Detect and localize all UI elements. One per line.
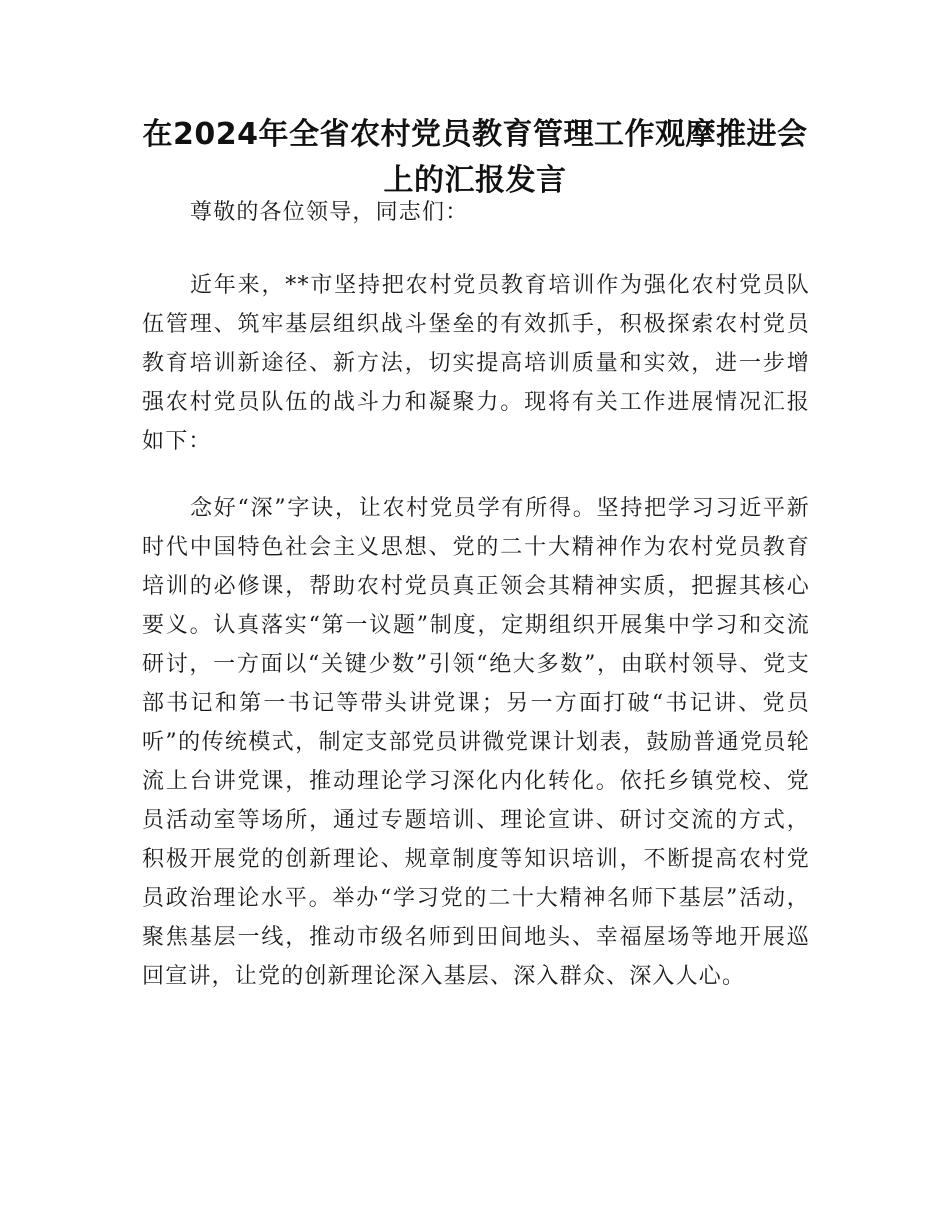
salutation: 尊敬的各位领导，同志们：	[190, 200, 469, 225]
intro-paragraph: 近年来，**市坚持把农村党员教育培训作为强化农村党员队伍管理、筑牢基层组织战斗堡垒的有效抓手，积极探索农村党员教育培训新途径、新方法，切实提高培训质量和实效，进一步增强农村党员队伍的战斗力和凝聚力。现将有关工作进展情况汇报如下：	[142, 273, 810, 454]
section-one-paragraph: 念好“深”字诀，让农村党员学有所得。坚持把学习习近平新时代中国特色社会主义思想、党的二十大精神作为农村党员教育培训的必修课，帮助农村党员真正领会其精神实质，把握其核心要义。认真落实“第一议题”制度，定期组织开展集中学习和交流研讨，一方面以“关键少数”引领“绝大多数”，由联村领导、党支部书记和第一书记等带头讲党课；另一方面打破“书记讲、党员听”的传统模式，制定支部党员讲微党课计划表，鼓励普通党员轮流上台讲党课，推动理论学习深化内化转化。依托乡镇党校、党员活动室等场所，通过专题培训、理论宣讲、研讨交流的方式，积极开展党的创新理论、规章制度等知识培训，不断提高农村党员政治理论水平。举办“学习党的二十大精神名师下基层”活动，聚焦基层一线，推动市级名师到田间地头、幸福屋场等地开展巡回宣讲，让党的创新理论深入基层、深入群众、深入人心。	[142, 496, 810, 989]
document-title: 在2024年全省农村党员教育管理工作观摩推进会上的汇报发言	[142, 117, 808, 198]
